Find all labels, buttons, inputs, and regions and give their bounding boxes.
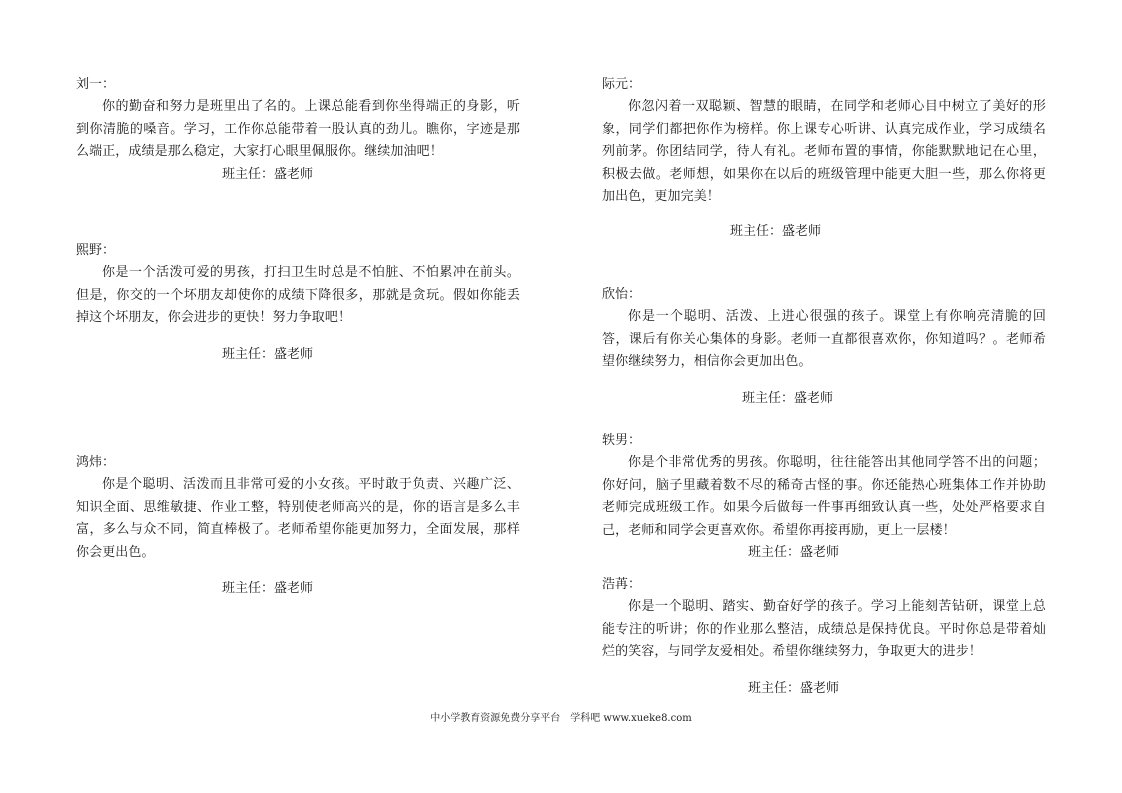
teacher-signature: 班主任：盛老师 — [222, 346, 314, 362]
page-footer: 中小学教育资源免费分享平台 学科吧 www.xueke8.com — [430, 713, 692, 724]
student-name: 际元： — [602, 77, 642, 92]
teacher-comment: 你是一个聪明、踏实、勤奋好学的孩子。学习上能刻苦钻研，课堂上总能专注的听讲；你的作业那么整洁，成绩总是保持优良。平时你总是带着灿烂的笑容，与同学友爱相处。希望你继续努力，争取更大的进步！ — [602, 599, 1046, 659]
comment-entry-xinyi — [602, 284, 1046, 410]
teacher-signature: 班主任：盛老师 — [222, 166, 314, 182]
teacher-comment: 你是个非常优秀的男孩。你聪明，往往能答出其他同学答不出的问题；你好问，脑子里藏着数不尽的稀奇古怪的事。你还能热心班集体工作并协助老师完成班级工作。如果今后做每一件事再细致认真一些，处处严格要求自己，老师和同学会更喜欢你。希望你再接再励，更上一层楼！ — [602, 455, 1046, 538]
comment-entry-haoran — [602, 574, 1046, 700]
comment-entry-hongwei — [76, 452, 520, 600]
student-name: 浩苒： — [602, 577, 642, 592]
teacher-signature: 班主任：盛老师 — [222, 581, 314, 596]
teacher-comment: 你忽闪着一双聪颖、智慧的眼睛，在同学和老师心目中树立了美好的形象，同学们都把你作为榜样。你上课专心听讲、认真完成作业，学习成绩名列前茅。你团结同学，待人有礼。老师布置的事情，你能默默地记在心里，积极去做。老师想，如果你在以后的班级管理中能更大胆一些，那么你将更加出色，更加完美！ — [602, 99, 1046, 204]
teacher-signature: 班主任：盛老师 — [748, 680, 840, 696]
teacher-signature: 班主任：盛老师 — [742, 390, 834, 406]
comment-entry-liuyi — [76, 74, 520, 186]
teacher-comment: 你是一个聪明、活泼、上进心很强的孩子。课堂上有你响亮清脆的回答，课后有你关心集体的身影。老师一直都很喜欢你，你知道吗？。老师希望你继续努力，相信你会更加出色。 — [602, 309, 1046, 369]
teacher-signature: 班主任：盛老师 — [730, 223, 822, 239]
student-name: 刘一： — [76, 77, 116, 92]
student-name: 鸿炜： — [76, 455, 116, 470]
comment-entry-jiyuan — [602, 74, 1046, 243]
teacher-comment: 你是一个活泼可爱的男孩，打扫卫生时总是不怕脏、不怕累冲在前头。但是，你交的一个坏朋友却使你的成绩下降很多，那就是贪玩。假如你能丢掉这个坏朋友，你会进步的更快！努力争取吧！ — [76, 265, 520, 325]
student-name: 欣怡： — [602, 287, 642, 302]
student-name: 熙野： — [76, 243, 116, 258]
teacher-signature: 班主任：盛老师 — [748, 545, 840, 560]
comment-entry-yinan — [602, 430, 1046, 564]
student-name: 轶男： — [602, 433, 642, 448]
comment-entry-xiye — [76, 240, 520, 366]
teacher-comment: 你的勤奋和努力是班里出了名的。上课总能看到你坐得端正的身影，听到你清脆的嗓音。学习，工作你总能带着一股认真的劲儿。瞧你，字迹是那么端正，成绩是那么稳定，大家打心眼里佩服你。继续加油吧！ — [76, 99, 520, 159]
teacher-comment: 你是个聪明、活泼而且非常可爱的小女孩。平时敢于负责、兴趣广泛、知识全面、思维敏捷、作业工整，特别使老师高兴的是，你的语言是多么丰富，多么与众不同，简直棒极了。老师希望你能更加努力，全面发展，那样你会更出色。 — [76, 477, 520, 560]
